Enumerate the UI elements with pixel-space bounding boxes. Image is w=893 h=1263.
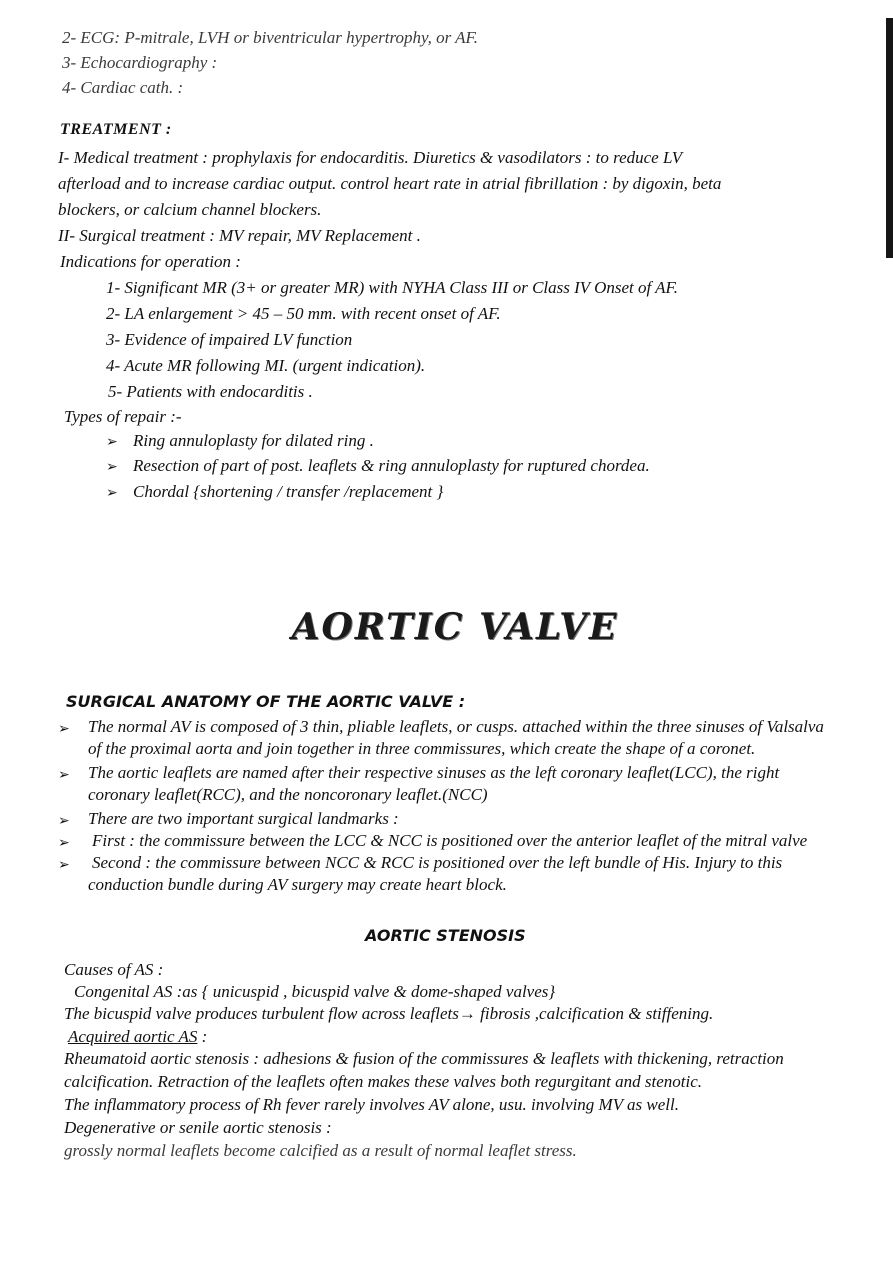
congenital-as: Congenital AS :as { unicuspid , bicuspid valve & dome-shaped valves} [74,982,556,1001]
surgical-treatment: II- Surgical treatment : MV repair, MV Replacement . [58,226,421,245]
arrowhead-bullet-icon: ➢ [58,858,70,873]
indication-item: 2- LA enlargement > 45 – 50 mm. with recent onset of AF. [106,304,501,323]
arrowhead-bullet-icon: ➢ [58,722,70,737]
anatomy-bullet-line: coronary leaflet(RCC), and the noncoronary leaflet.(NCC) [88,785,488,804]
indication-item: 1- Significant MR (3+ or greater MR) with NYHA Class III or Class IV Onset of AF. [106,278,678,297]
repair-types-heading: Types of repair :- [64,407,182,426]
indication-item: 3- Evidence of impaired LV function [106,330,353,349]
arrowhead-bullet-icon: ➢ [58,768,70,783]
indication-item: 4- Acute MR following MI. (urgent indication). [106,356,426,375]
causes-heading: Causes of AS : [64,960,164,979]
bicuspid-valve: The bicuspid valve produces turbulent flow across leaflets→ fibrosis ,calcification & stiffening. [64,1004,714,1023]
treatment-heading: TREATMENT : [60,121,172,138]
indications-heading: Indications for operation : [60,252,241,271]
gross-line: grossly normal leaflets become calcified as a result of normal leaflet stress. [64,1141,577,1160]
inflammatory-line: The inflammatory process of Rh fever rarely involves AV alone, usu. involving MV as well. [64,1095,679,1114]
repair-item: Resection of part of post. leaflets & ring annuloplasty for ruptured chordea. [133,456,650,475]
medical-treatment-line-2: afterload and to increase cardiac output. control heart rate in atrial fibrillation : by digoxin, beta [58,174,722,193]
list-item-echo: 3- Echocardiography : [62,53,218,72]
arrowhead-bullet-icon: ➢ [106,435,118,450]
rheumatoid-line: calcification. Retraction of the leaflets often makes these valves both regurgitant and stenotic. [64,1072,702,1091]
list-item-cath: 4- Cardiac cath. : [62,78,184,97]
anatomy-bullet-line: of the proximal aorta and join together in three commissures, which create the shape of a coronet. [88,739,756,758]
degenerative-heading: Degenerative or senile aortic stenosis : [64,1118,332,1137]
acquired-heading [68,1027,207,1047]
acquired-colon: : [197,1027,208,1046]
stenosis-heading: AORTIC STENOSIS [365,926,526,945]
anatomy-bullet-line: The aortic leaflets are named after their respective sinuses as the left coronary leaflet(LCC), the right [88,763,780,782]
arrowhead-bullet-icon: ➢ [106,486,118,501]
anatomy-heading: SURGICAL ANATOMY OF THE AORTIC VALVE : [66,692,466,711]
medical-treatment-line-3: blockers, or calcium channel blockers. [58,200,322,219]
arrowhead-bullet-icon: ➢ [58,836,70,851]
indication-item: 5- Patients with endocarditis . [108,382,313,401]
repair-item: Ring annuloplasty for dilated ring . [133,431,374,450]
list-item-ecg: 2- ECG: P-mitrale, LVH or biventricular hypertrophy, or AF. [62,28,478,47]
section-title-aortic-valve: AORTIC VALVE [291,606,619,648]
arrowhead-bullet-icon: ➢ [106,460,118,475]
medical-treatment-line-1: I- Medical treatment : prophylaxis for endocarditis. Diuretics & vasodilators : to reduce LV [58,148,683,167]
anatomy-bullet-line: First : the commissure between the LCC & NCC is positioned over the anterior leaflet of the mitral valve [92,831,808,850]
rheumatoid-line: Rheumatoid aortic stenosis : adhesions & fusion of the commissures & leaflets with thickening, retraction [64,1049,784,1068]
acquired-label: Acquired aortic AS [68,1027,198,1046]
repair-item: Chordal {shortening / transfer /replacement } [133,482,444,501]
anatomy-bullet-line: Second : the commissure between NCC & RCC is positioned over the left bundle of His. Injury to this [92,853,783,872]
page-edge-shadow [886,18,893,258]
anatomy-bullet-line: The normal AV is composed of 3 thin, pliable leaflets, or cusps. attached within the three sinuses of Valsalva [88,717,824,736]
anatomy-bullet-line: conduction bundle during AV surgery may create heart block. [88,875,507,894]
anatomy-bullet-line: There are two important surgical landmarks : [88,809,399,828]
arrowhead-bullet-icon: ➢ [58,814,70,829]
